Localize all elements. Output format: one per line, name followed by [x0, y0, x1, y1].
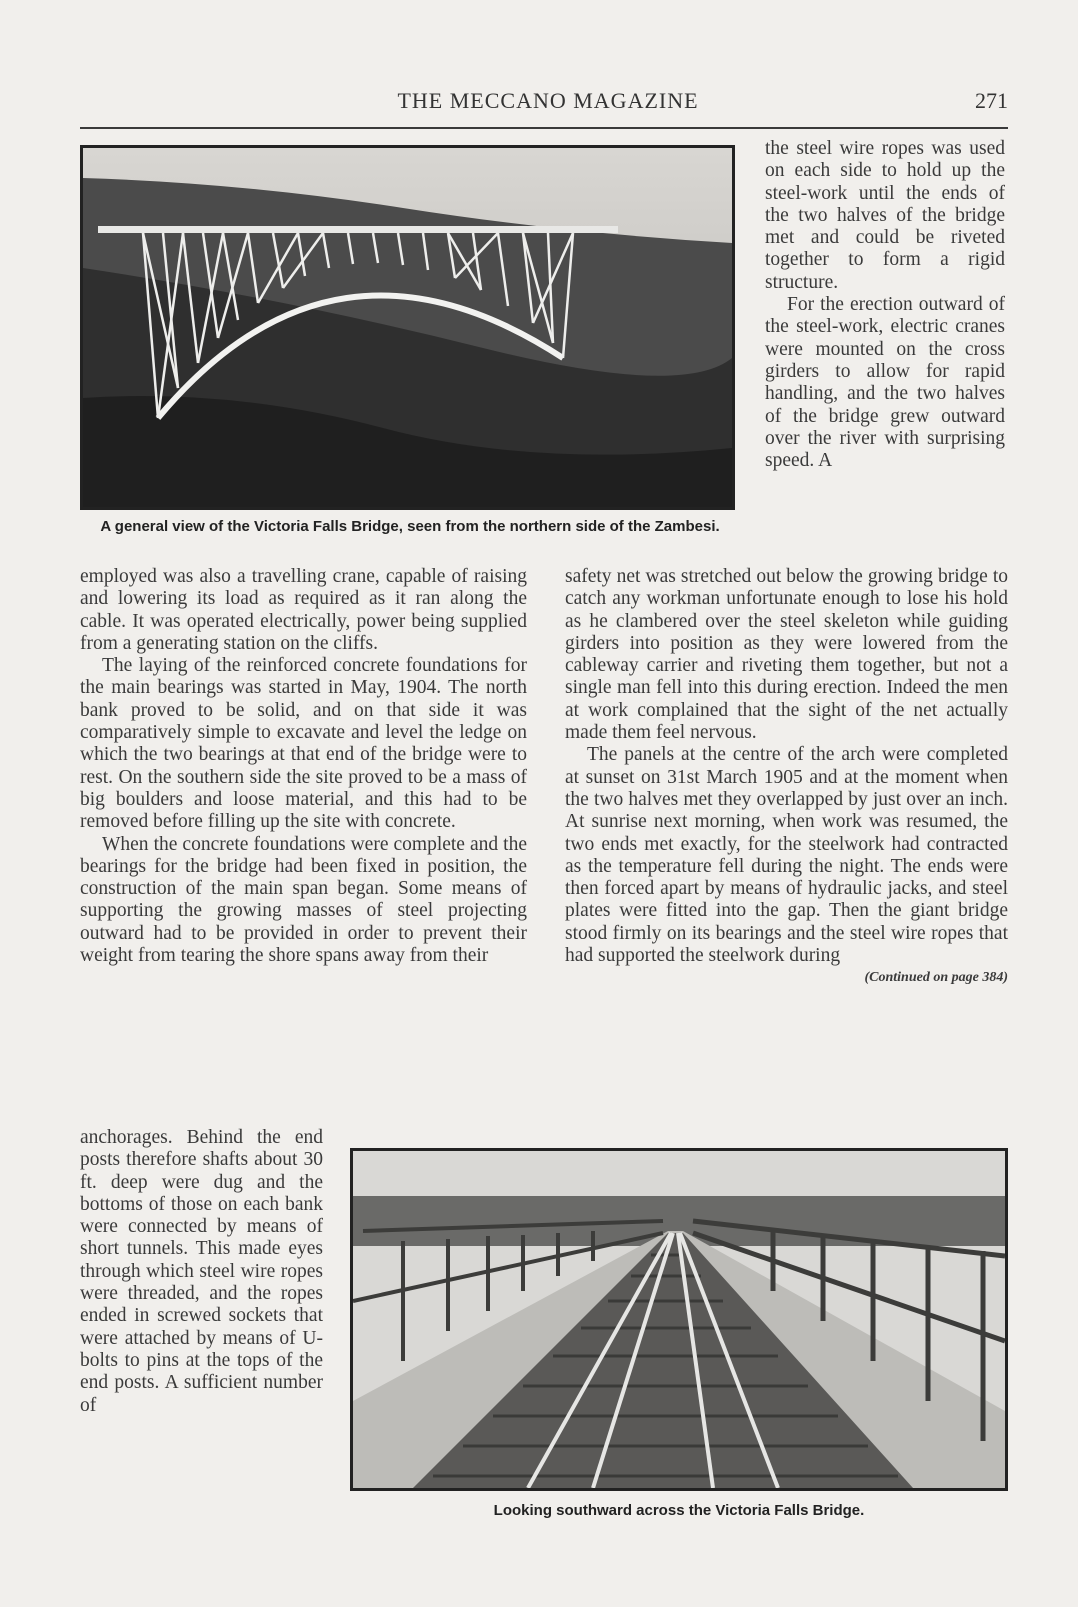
paragraph: When the concrete foundations were complete and the bearings for the bridge had been fixed in position, the construction of the main span began. Some means of supporting the growing masses of steel projecting outward had to be provided in order to prevent their weight from tearing the shore spans away from their: [80, 833, 527, 967]
left-column: [80, 566, 527, 967]
middle-column: [565, 566, 1008, 990]
bridge-general-view-photo: [80, 145, 735, 510]
paragraph: The panels at the centre of the arch were completed at sunset on 31st March 1905 and at the moment when the two halves met they overlapped by just over an inch. At sunrise next morning, when work was resumed, the two ends met exactly, for the steelwork had contracted as the temperature fell during the night. The ends were then forced apart by means of hydraulic jacks, and steel plates were fitted into the gap. Then the giant bridge stood firmly on its bearings and the steel wire ropes that had supported the steelwork during: [565, 744, 1008, 967]
page-number: 271: [975, 88, 1008, 113]
magazine-title: THE MECCANO MAGAZINE: [397, 88, 699, 113]
figure-1-caption: A general view of the Victoria Falls Bridge, seen from the northern side of the Zambesi.: [100, 518, 720, 535]
paragraph: safety net was stretched out below the growing bridge to catch any workman unfortunate enough to lose his hold as he clambered over the steel skeleton while guiding girders into position as they were lowered from the cableway carrier and riveting them together, but not a single man fell into this during erection. Indeed the men at work complained that the sight of the net actually made them feel nervous.: [565, 566, 1008, 744]
paragraph: anchorages. Behind the end posts therefore shafts about 30 ft. deep were dug and the bottoms of those on each bank were connected by means of short tunnels. This made eyes through which steel wire ropes were threaded, and the ropes ended in screwed sockets that were attached by means of U-bolts to pins at the tops of the end posts. A sufficient number of: [80, 1127, 323, 1416]
right-column-top: [765, 138, 1005, 472]
paragraph: The laying of the reinforced concrete foundations for the main bearings was started in May, 1904. The north bank proved to be solid, and on that side it was comparatively simple to excavate and level the ledge on which the two bearings at that end of the bridge were to rest. On the southern side the site proved to be a mass of big boulders and loose material, and this had to be removed before filling up the site with concrete.: [80, 655, 527, 833]
page-header: [88, 82, 1008, 122]
railway-illustration: [353, 1151, 1005, 1488]
figure-2-caption: Looking southward across the Victoria Falls Bridge.: [493, 1502, 865, 1519]
left-column-bottom: [80, 1127, 323, 1417]
continued-note: (Continued on page 384): [864, 970, 1008, 986]
header-rule: [80, 127, 1008, 129]
bridge-arch-illustration: [83, 148, 732, 507]
bridge-railway-view-photo: [350, 1148, 1008, 1491]
paragraph: the steel wire ropes was used on each side to hold up the steel-work until the ends of the two halves of the bridge met and could be riveted together to form a rigid structure.: [765, 138, 1005, 293]
paragraph: employed was also a travelling crane, capable of raising and lowering its load as required as it ran along the cable. It was operated electrically, power being supplied from a generating station on the cliffs.: [80, 566, 527, 654]
paragraph: For the erection outward of the steel-work, electric cranes were mounted on the cross girders to allow for rapid handling, and the two halves of the bridge grew outward over the river with surprising speed. A: [765, 294, 1005, 472]
